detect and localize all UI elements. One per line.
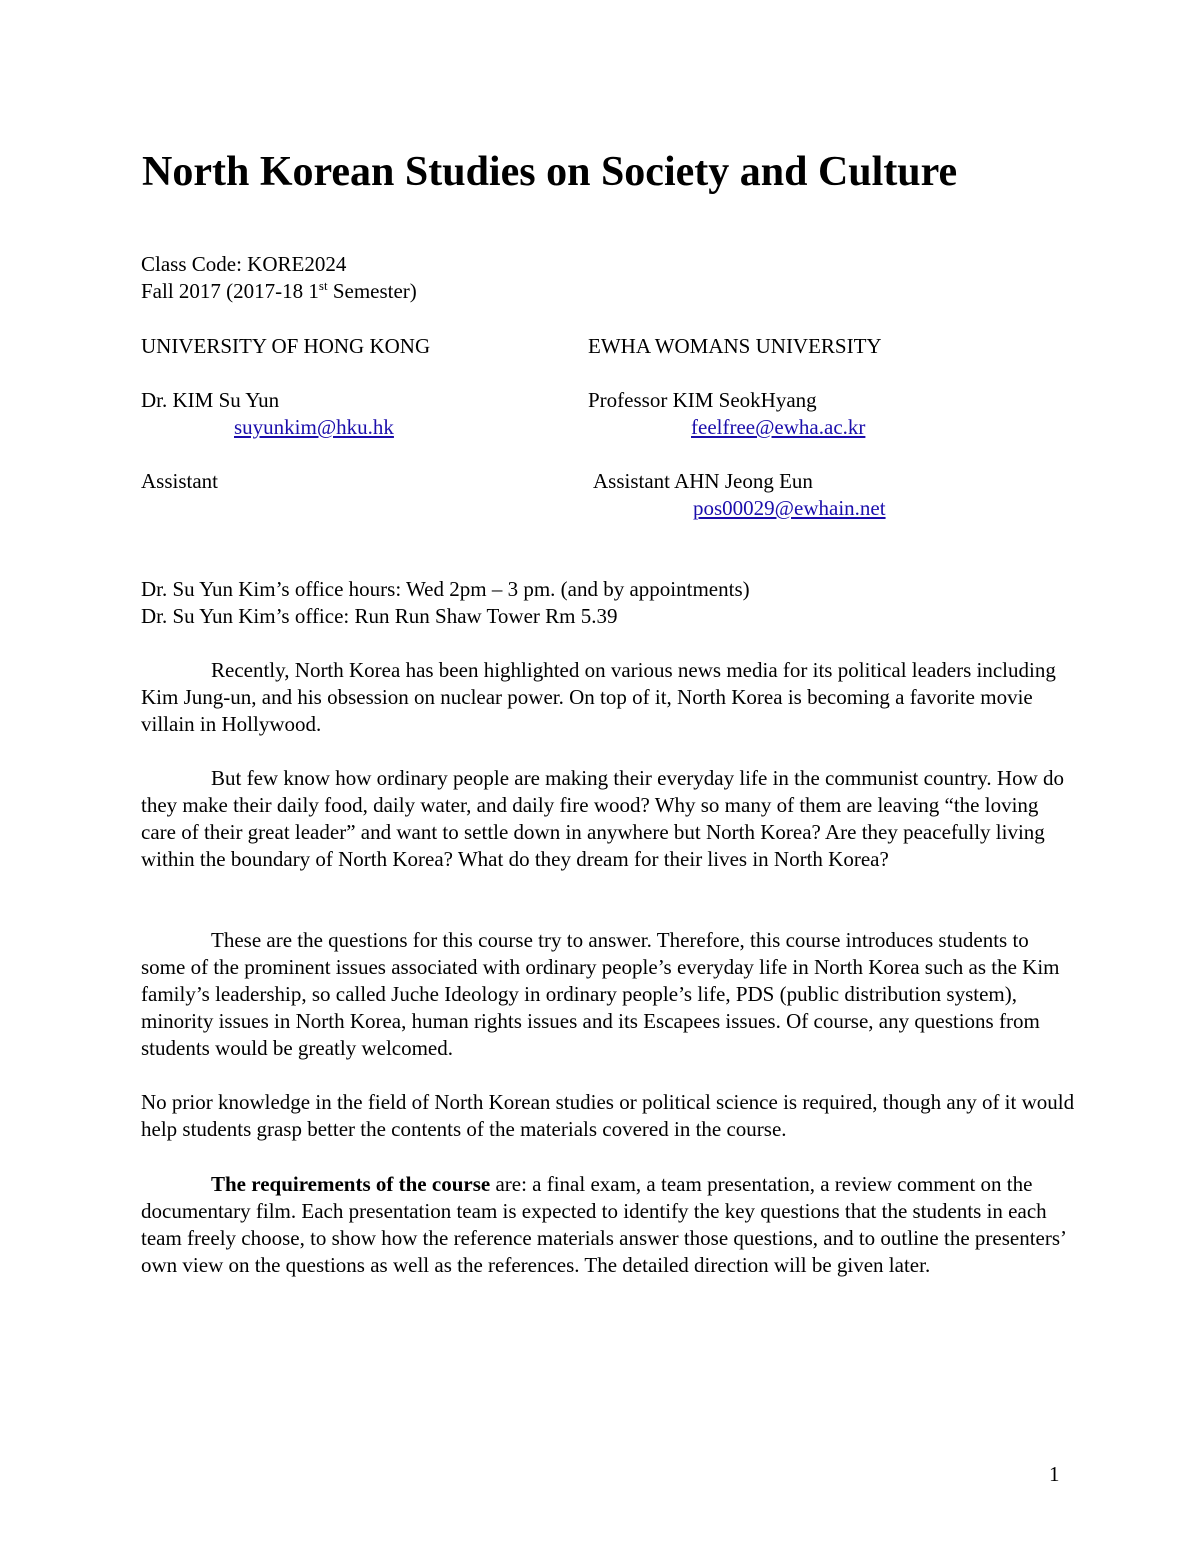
right-email-link[interactable]: feelfree@ewha.ac.kr [691,415,866,439]
right-university: EWHA WOMANS UNIVERSITY [588,334,882,358]
left-instructor: Dr. KIM Su Yun [141,388,280,412]
left-email-link[interactable]: suyunkim@hku.hk [234,415,394,439]
paragraph-3-text: These are the questions for this course try to answer. Therefore, this course introduces students to some of the prominent issues associated with ordinary people’s everyday life in North Korea such as the Kim family’s leadership, so called Juche Ideology in ordinary people’s life, PDS (public distribution system), minority issues in North Korea, human rights issues and its Escapees issues. Of course, any questions from students would be greatly welcomed. [141,928,1060,1060]
left-university: UNIVERSITY OF HONG KONG [141,334,431,358]
page-number: 1 [1049,1462,1060,1486]
requirements-text: are: a final exam, a team presentation, a review comment on the documentary film. Each presentation team is expected to identify the key questions that the students in each team freely choose, to show how the reference materials answer those questions, and to outline the presenters’ own view on the questions as well as the references. The detailed direction will be given later. [141,1172,1066,1277]
right-assistant: Assistant AHN Jeong Eun [593,469,813,493]
term-suffix: Semester) [327,279,417,303]
left-assistant: Assistant [141,469,219,493]
paragraph-1 [141,657,1076,738]
paragraph-4 [141,1089,1076,1143]
term [141,278,417,305]
office-location: Dr. Su Yun Kim’s office: Run Run Shaw Tower Rm 5.39 [141,604,618,628]
term-superscript: st [318,278,328,293]
paragraph-2-text: But few know how ordinary people are making their everyday life in the communist country. How do they make their daily food, daily water, and daily fire wood? Why so many of them are leaving “the loving care of their great leader” and want to settle down in anywhere but North Korea? Are they peacefully living within the boundary of North Korea? What do they dream for their lives in North Korea? [141,766,1065,871]
office-hours: Dr. Su Yun Kim’s office hours: Wed 2pm – 3 pm. (and by appointments) [141,577,750,601]
paragraph-1-text: Recently, North Korea has been highlighted on various news media for its political leaders including Kim Jung-un, and his obsession on nuclear power. On top of it, North Korea is becoming a favorite movie villain in Hollywood. [141,658,1056,736]
class-code: Class Code: KORE2024 [141,252,347,276]
paragraph-5-text [141,1171,1076,1279]
paragraph-2 [141,765,1076,873]
paragraph-4-text: No prior knowledge in the field of North Korean studies or political science is required, though any of it would help students grasp better the contents of the materials covered in the course. [141,1090,1075,1141]
requirements-heading: The requirements of the course [211,1172,491,1196]
document-title: North Korean Studies on Society and Culture [142,149,958,195]
term-prefix: Fall 2017 (2017-18 1 [141,279,319,303]
right-instructor: Professor KIM SeokHyang [588,388,817,412]
paragraph-5 [141,1171,1076,1279]
assistant-email-link[interactable]: pos00029@ewhain.net [693,496,886,520]
paragraph-3 [141,927,1076,1062]
